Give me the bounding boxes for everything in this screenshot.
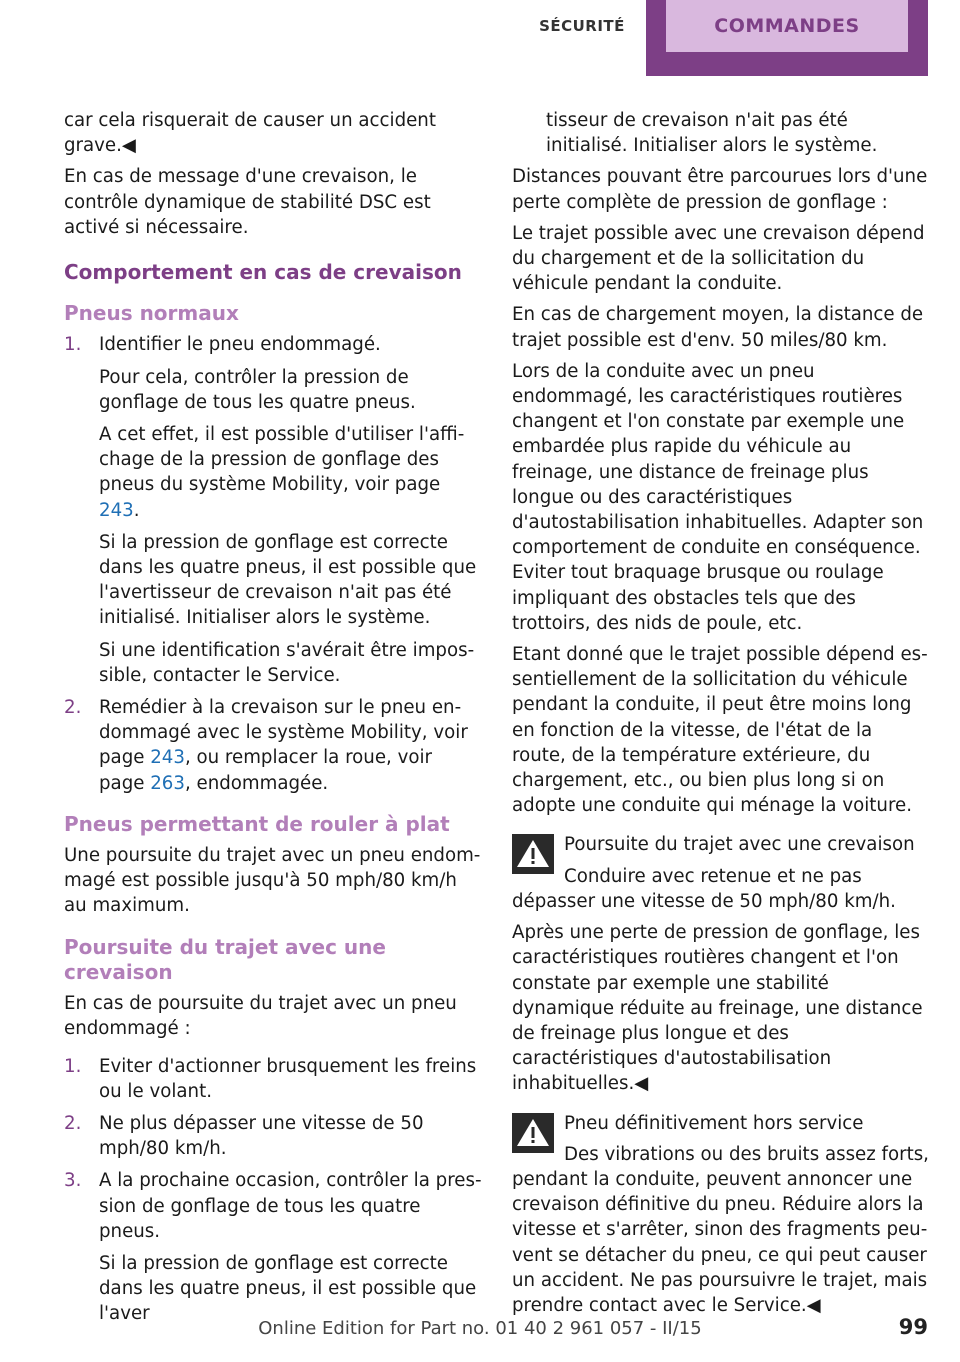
subsection-heading: Pneus normaux: [64, 301, 239, 326]
page-number: 99: [898, 1315, 928, 1339]
paragraph: Une poursuite du trajet avec un pneu endommagé est possible jusqu'à 50 mph/80 km/h au maximum.: [64, 845, 481, 917]
list-item: [64, 1054, 482, 1104]
list-item: [64, 332, 482, 688]
paragraph: Après une perte de pression de gonflage, les caractéristiques routières changent et l'on constate par exemple une stabilité dynamique réduite au freinage, une distance de freinage plus longue et des caractéristiques d'autostabilisation inhabituelles.◀: [512, 922, 923, 1095]
list-number: 2.: [64, 1112, 82, 1134]
footer-edition: Online Edition for Part no. 01 40 2 961 057 - II/15: [258, 1318, 702, 1339]
paragraph: En cas de message d'une crevaison, le contrôle dynamique de stabilité DSC est activé si nécessaire.: [64, 166, 431, 238]
list-number: 1.: [64, 1055, 82, 1077]
warning-icon: [512, 834, 554, 874]
tab-commandes: [646, 0, 928, 76]
list-text: A la prochaine occasion, contrôler la pression de gonflage de tous les quatre pneus.: [99, 1170, 482, 1242]
warning-title: Poursuite du trajet avec une crevaison: [564, 834, 915, 856]
warning-body: Conduire avec retenue et ne pas dépasser une vitesse de 50 mph/80 km/h.: [512, 865, 896, 912]
paragraph: Le trajet possible avec une crevaison dépend du chargement et de la sollicitation du véhicule pendant la conduite.: [512, 222, 925, 295]
paragraph: En cas de chargement moyen, la distance de trajet possible est d'env. 50 miles/80 km.: [512, 304, 924, 351]
subsection-heading: Pneus permettant de rouler à plat: [64, 811, 450, 836]
list-text: A cet effet, il est possible d'utiliser l'affichage de la pression de gonflage des pneus du système Mobility, voir page 243.: [99, 424, 465, 521]
list-text: Identifier le pneu endommagé.: [99, 334, 381, 356]
warning-title: Pneu définitivement hors service: [564, 1112, 864, 1134]
warning-icon: [512, 1113, 554, 1153]
page-link[interactable]: 243: [150, 747, 185, 769]
list-number: 1.: [64, 334, 82, 356]
list-text: Si la pression de gonflage est correcte dans les quatre pneus, il est possible que l'avertisseur de crevaison n'ait pas été initialisé. Initialiser alors le système.: [99, 531, 477, 629]
paragraph: En cas de poursuite du trajet avec un pneu endommagé :: [64, 993, 457, 1040]
list-text: Remédier à la crevaison sur le pneu endommagé avec le système Mobility, voir page 243, ou remplacer la roue, voir page 263, endommagée.: [99, 697, 468, 794]
list-text: Ne plus dépasser une vitesse de 50 mph/80 km/h.: [99, 1112, 424, 1160]
tab-commandes-label: COMMANDES: [666, 0, 908, 52]
warning-body: Des vibrations ou des bruits assez forts, pendant la conduite, peuvent annoncer une crevaison définitive du pneu. Réduire alors la vitesse et s'arrêter, sinon des fragments peuvent se détacher du pneu, ce qui peut causer un accident. Ne pas poursuivre le trajet, mais prendre contact avec le Service.◀: [512, 1143, 929, 1316]
paragraph: tisseur de crevaison n'ait pas été initialisé. Initialiser alors le système.: [546, 110, 878, 157]
list-text: Pour cela, contrôler la pression de gonflage de tous les quatre pneus.: [99, 366, 416, 413]
page-link[interactable]: 243: [99, 499, 134, 521]
right-column: [512, 108, 930, 1324]
paragraph: Etant donné que le trajet possible dépend essentiellement de la sollicitation du véhicule pendant la conduite, il peut être moins long en fonction de la vitesse, de l'état de la route, de la température extérieure, du chargement, etc., ou bien plus long si on adopte une conduite qui ménage la voiture.: [512, 644, 928, 817]
paragraph: Lors de la conduite avec un pneu endommagé, les caractéristiques routières changent et l'on constate par exemple une embardée plus rapide du véhicule au freinage, une distance de freinage plus longue ou des caractéristiques d'autostabilisation inhabituelles. Adapter son comportement de conduite en conséquence. Eviter tout braquage brusque ou roulage impliquant des obstacles tels que des trottoirs, des nids de poule, etc.: [512, 360, 924, 634]
list-text: Si une identification s'avérait être impossible, contacter le Service.: [99, 639, 475, 686]
list-item: [64, 1111, 482, 1161]
paragraph: Distances pouvant être parcourues lors d'une perte complète de pression de gonflage :: [512, 166, 928, 213]
list-number: 3.: [64, 1170, 82, 1192]
warning-box: [512, 1111, 930, 1319]
warning-box: [512, 832, 930, 914]
list-number: 2.: [64, 697, 82, 719]
page-link[interactable]: 263: [150, 772, 185, 794]
list-text: Eviter d'actionner brusquement les freins ou le volant.: [99, 1055, 477, 1102]
subsection-heading: Poursuite du trajet avec une crevaison: [64, 934, 386, 984]
tab-securite: SÉCURITÉ: [539, 17, 625, 35]
list-item: [64, 695, 482, 796]
section-heading: Comportement en cas de crevaison: [64, 260, 462, 285]
list-item: [64, 1168, 482, 1326]
list-text: Si la pression de gonflage est correcte dans les quatre pneus, il est possible que l'aver: [99, 1252, 477, 1325]
left-column: [64, 108, 482, 1334]
paragraph: car cela risquerait de causer un accident grave.◀: [64, 110, 436, 157]
